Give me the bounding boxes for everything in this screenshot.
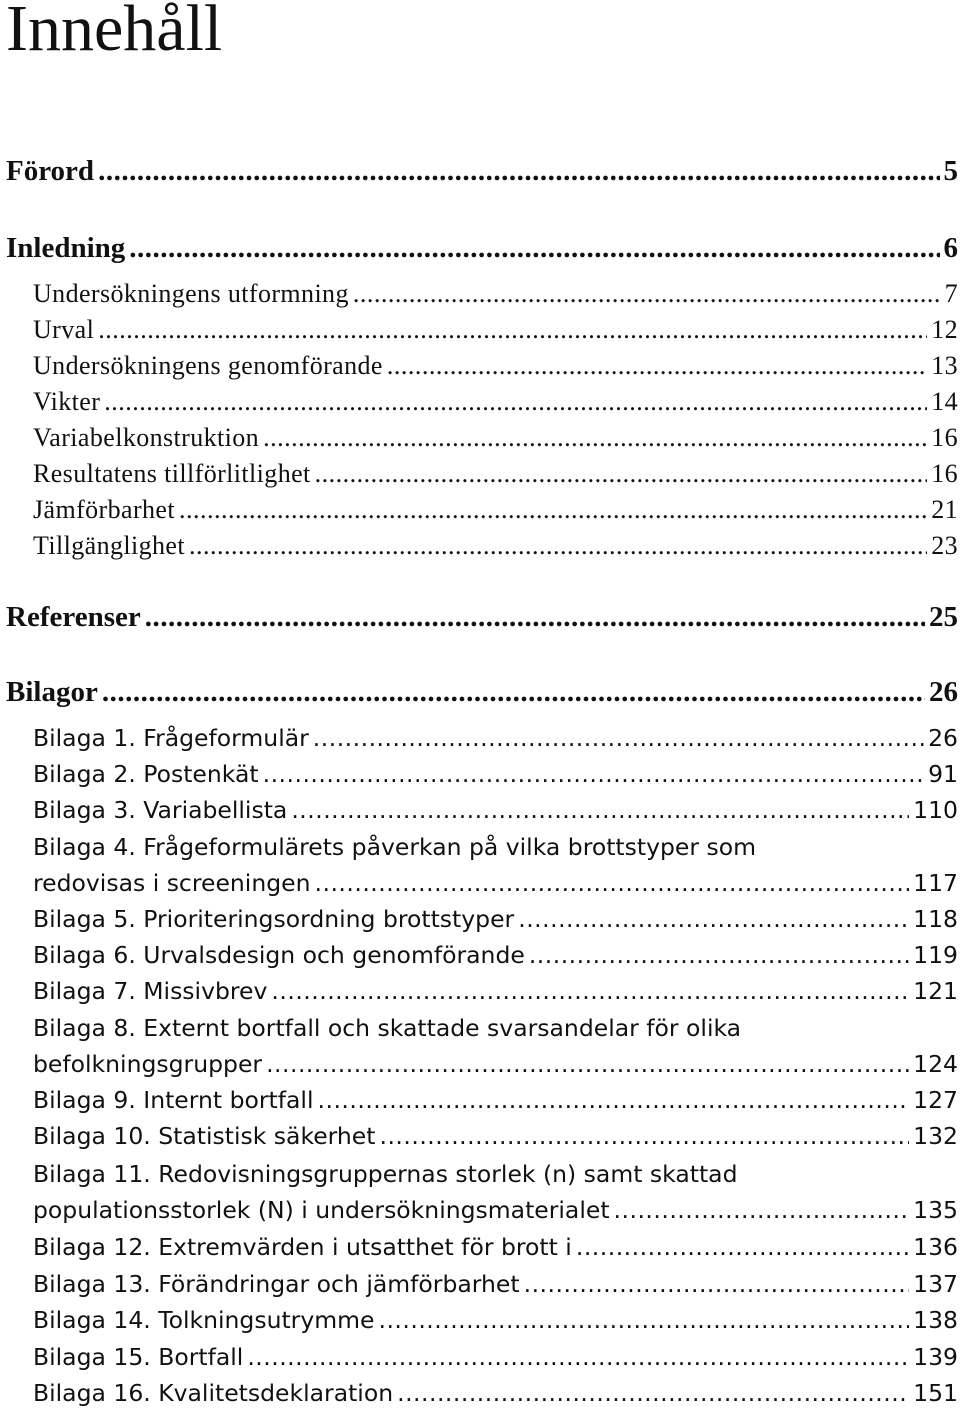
toc-entry-bilaga-11-first-line[interactable]: Bilaga 11. Redovisningsgruppernas storlek (n) samt skattad bbox=[33, 1160, 738, 1188]
toc-entry-label: Inledning bbox=[6, 232, 126, 264]
leader-dots bbox=[291, 796, 909, 824]
toc-entry-label: Tillgänglighet bbox=[33, 531, 185, 560]
toc-page-number: 5 bbox=[943, 155, 958, 187]
toc-entry-label: befolkningsgrupper bbox=[33, 1050, 263, 1078]
toc-entry-label: Bilaga 9. Internt bortfall bbox=[33, 1086, 314, 1114]
toc-entry-label: Bilaga 6. Urvalsdesign och genomförande bbox=[33, 941, 525, 969]
leader-dots bbox=[529, 941, 909, 969]
toc-entry-label: Bilaga 5. Prioriteringsordning brottstyper bbox=[33, 905, 515, 933]
toc-entry-bilaga-7[interactable] bbox=[33, 977, 958, 1005]
toc-page-number: 23 bbox=[931, 531, 958, 560]
leader-dots bbox=[98, 155, 939, 188]
toc-entry-inledning[interactable] bbox=[6, 232, 958, 265]
toc-entry-label: Undersökningens genomförande bbox=[33, 351, 383, 380]
toc-entry-label: Jämförbarhet bbox=[33, 495, 175, 524]
page-title: Innehåll bbox=[6, 0, 223, 65]
toc-page-number: 151 bbox=[913, 1379, 958, 1407]
toc-page-number: 16 bbox=[931, 423, 958, 452]
leader-dots bbox=[266, 1050, 909, 1078]
toc-entry-label: Referenser bbox=[6, 601, 141, 633]
toc-page-number: 124 bbox=[913, 1050, 958, 1078]
leader-dots bbox=[318, 1086, 910, 1114]
toc-entry-resultatens-tillforlitlighet[interactable] bbox=[33, 459, 958, 489]
toc-entry-bilaga-4-first-line[interactable]: Bilaga 4. Frågeformulärets påverkan på vilka brottstyper som bbox=[33, 833, 757, 861]
toc-entry-label: redovisas i screeningen bbox=[33, 869, 311, 897]
leader-dots bbox=[263, 760, 925, 788]
leader-dots bbox=[518, 905, 909, 933]
toc-entry-bilaga-6[interactable] bbox=[33, 941, 958, 969]
toc-page-number: 12 bbox=[931, 315, 958, 344]
toc-entry-label: Bilaga 3. Variabellista bbox=[33, 796, 288, 824]
toc-page-number: 139 bbox=[913, 1343, 958, 1371]
leader-dots bbox=[524, 1270, 910, 1298]
leader-dots bbox=[271, 977, 909, 1005]
leader-dots bbox=[98, 315, 927, 345]
toc-entry-bilaga-9[interactable] bbox=[33, 1086, 958, 1114]
toc-entry-bilaga-8[interactable] bbox=[33, 1050, 958, 1078]
toc-page-number: 110 bbox=[913, 796, 958, 824]
leader-dots bbox=[104, 387, 927, 417]
toc-entry-bilaga-10[interactable] bbox=[33, 1122, 958, 1150]
toc-entry-vikter[interactable] bbox=[33, 387, 958, 417]
leader-dots bbox=[145, 601, 925, 634]
toc-entry-bilaga-14[interactable] bbox=[33, 1306, 958, 1334]
leader-dots bbox=[379, 1122, 909, 1150]
toc-page-number: 138 bbox=[913, 1306, 958, 1334]
toc-page-number: 91 bbox=[928, 760, 958, 788]
toc-page-number: 16 bbox=[931, 459, 958, 488]
toc-page-number: 7 bbox=[944, 279, 958, 308]
toc-entry-variabelkonstruktion[interactable] bbox=[33, 423, 958, 453]
toc-entry-undersokningens-genomforande[interactable] bbox=[33, 351, 958, 381]
toc-entry-undersokningens-utformning[interactable] bbox=[33, 279, 958, 309]
leader-dots bbox=[102, 676, 925, 709]
leader-dots bbox=[179, 495, 927, 525]
toc-entry-label: Resultatens tillförlitlighet bbox=[33, 459, 311, 488]
leader-dots bbox=[614, 1196, 910, 1224]
toc-entry-label: Bilaga 14. Tolkningsutrymme bbox=[33, 1306, 375, 1334]
toc-entry-label: Bilaga 2. Postenkät bbox=[33, 760, 259, 788]
toc-entry-bilaga-4[interactable] bbox=[33, 869, 958, 897]
toc-entry-referenser[interactable] bbox=[6, 601, 958, 634]
leader-dots bbox=[387, 351, 927, 381]
toc-entry-label: Bilagor bbox=[6, 676, 98, 708]
toc-entry-label: populationsstorlek (N) i undersökningsmaterialet bbox=[33, 1196, 610, 1224]
toc-page-number: 118 bbox=[913, 905, 958, 933]
toc-page-number: 136 bbox=[913, 1233, 958, 1261]
toc-entry-bilaga-8-first-line[interactable]: Bilaga 8. Externt bortfall och skattade svarsandelar för olika bbox=[33, 1014, 742, 1042]
leader-dots bbox=[129, 232, 939, 265]
leader-dots bbox=[397, 1379, 909, 1407]
toc-entry-bilaga-12[interactable] bbox=[33, 1233, 958, 1261]
toc-entry-bilaga-13[interactable] bbox=[33, 1270, 958, 1298]
toc-page-number: 135 bbox=[913, 1196, 958, 1224]
toc-entry-bilaga-16[interactable] bbox=[33, 1379, 958, 1407]
toc-entry-label: Bilaga 12. Extremvärden i utsatthet för brott i bbox=[33, 1233, 572, 1261]
toc-entry-label: Urval bbox=[33, 315, 95, 344]
toc-page-number: 26 bbox=[929, 676, 958, 708]
toc-page-number: 132 bbox=[913, 1122, 958, 1150]
toc-entry-label: Bilaga 7. Missivbrev bbox=[33, 977, 268, 1005]
leader-dots bbox=[189, 531, 927, 561]
toc-entry-bilaga-1[interactable] bbox=[33, 724, 958, 752]
toc-entry-label: Förord bbox=[6, 155, 95, 187]
toc-entry-label: Undersökningens utformning bbox=[33, 279, 349, 308]
toc-entry-label: Bilaga 1. Frågeformulär bbox=[33, 724, 309, 752]
toc-entry-bilaga-2[interactable] bbox=[33, 760, 958, 788]
toc-page-number: 137 bbox=[913, 1270, 958, 1298]
toc-page-number: 6 bbox=[943, 232, 958, 264]
toc-page-number: 121 bbox=[913, 977, 958, 1005]
toc-entry-bilagor[interactable] bbox=[6, 676, 958, 709]
toc-entry-tillganglighet[interactable] bbox=[33, 531, 958, 561]
leader-dots bbox=[378, 1306, 909, 1334]
leader-dots bbox=[247, 1343, 909, 1371]
toc-entry-label: Variabelkonstruktion bbox=[33, 423, 260, 452]
leader-dots bbox=[353, 279, 941, 309]
toc-page-number: 117 bbox=[913, 869, 958, 897]
leader-dots bbox=[315, 459, 928, 489]
leader-dots bbox=[263, 423, 927, 453]
toc-entry-bilaga-3[interactable] bbox=[33, 796, 958, 824]
toc-entry-label: Bilaga 16. Kvalitetsdeklaration bbox=[33, 1379, 394, 1407]
toc-page-number: 21 bbox=[931, 495, 958, 524]
leader-dots bbox=[576, 1233, 909, 1261]
toc-page-number: 119 bbox=[913, 941, 958, 969]
toc-page-number: 25 bbox=[929, 601, 958, 633]
toc-page-number: 127 bbox=[913, 1086, 958, 1114]
toc-entry-forord[interactable] bbox=[6, 155, 958, 188]
toc-page-number: 26 bbox=[928, 724, 958, 752]
leader-dots bbox=[315, 869, 910, 897]
toc-entry-label: Bilaga 10. Statistisk säkerhet bbox=[33, 1122, 376, 1150]
toc-page-number: 13 bbox=[931, 351, 958, 380]
toc-entry-jamforbarhet[interactable] bbox=[33, 495, 958, 525]
toc-entry-bilaga-5[interactable] bbox=[33, 905, 958, 933]
toc-entry-label: Bilaga 13. Förändringar och jämförbarhet bbox=[33, 1270, 520, 1298]
toc-entry-label: Vikter bbox=[33, 387, 101, 416]
leader-dots bbox=[313, 724, 924, 752]
toc-page-number: 14 bbox=[931, 387, 958, 416]
toc-entry-urval[interactable] bbox=[33, 315, 958, 345]
toc-entry-bilaga-15[interactable] bbox=[33, 1343, 958, 1371]
toc-entry-bilaga-11[interactable] bbox=[33, 1196, 958, 1224]
toc-entry-label: Bilaga 15. Bortfall bbox=[33, 1343, 244, 1371]
